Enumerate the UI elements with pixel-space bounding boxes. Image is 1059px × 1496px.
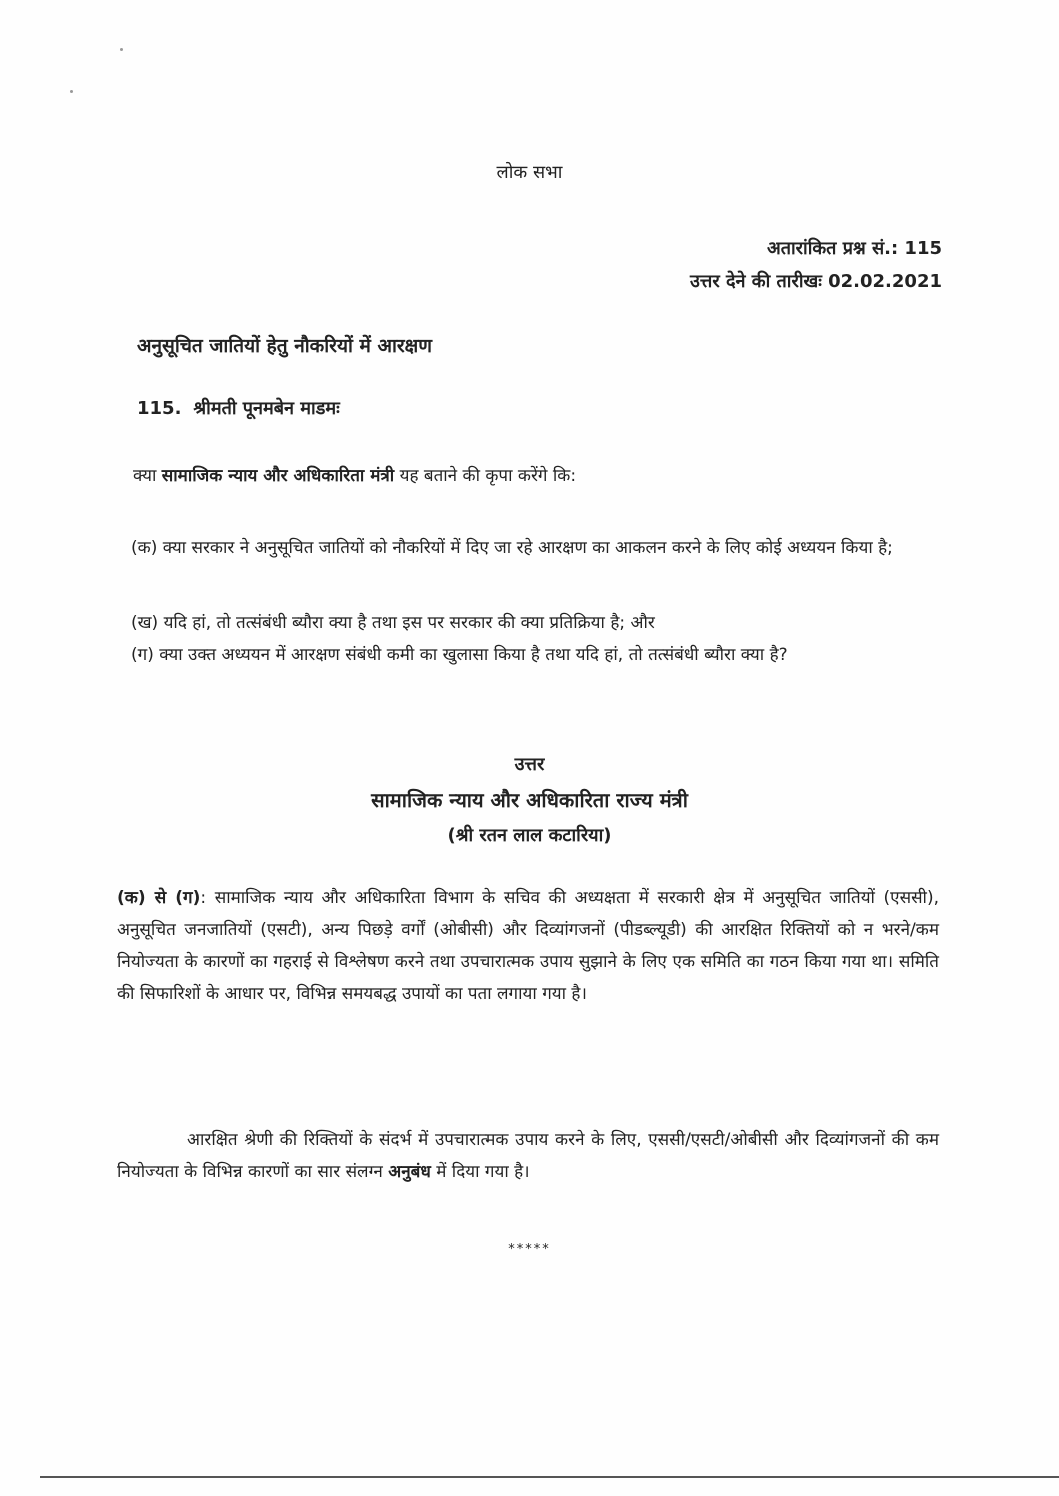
intro-suffix: यह बताने की कृपा करेंगे कि: bbox=[399, 466, 577, 486]
answer-date-label: उत्तर देने की तारीखः 02.02.2021 bbox=[690, 271, 942, 292]
member-name: श्रीमती पूनमबेन माडमः bbox=[193, 398, 340, 419]
intro-prefix: क्या bbox=[133, 466, 157, 486]
answer-paragraph-2-end: में दिया गया है। bbox=[436, 1162, 530, 1182]
answer-paragraph-2-text: आरक्षित श्रेणी की रिक्तियों के संदर्भ में उपचारात्मक उपाय करने के लिए, एससी/एसटी/ओबीसी और दिव्यांगजनों की कम नियोज्यता के विभिन्न कारणों का सार संलग्न bbox=[117, 1130, 939, 1182]
house-title: लोक सभा bbox=[496, 162, 563, 183]
scan-speck bbox=[120, 48, 123, 51]
answer-paragraph-1-text: : सामाजिक न्याय और अधिकारिता विभाग के सचिव की अध्यक्षता में सरकारी क्षेत्र में अनुसूचित जातियों (एससी), अनुसूचित जनजातियों (एसटी), अन्य पिछड़े वर्गों (ओबीसी) और दिव्यांगजनों (पीडब्ल्यूडी) की आरक्षित रिक्तियों को न भरने/कम नियोज्यता के कारणों का गहराई से विश्लेषण करने तथा उपचारात्मक उपाय सुझाने के लिए एक समिति का गठन किया गया था। समिति की सिफारिशों के आधार पर, विभिन्न समयबद्ध उपायों का पता लगाया गया है। bbox=[117, 888, 939, 1004]
answer-parts-label: (क) से (ग) bbox=[117, 888, 201, 908]
minister-designation: सामाजिक न्याय और अधिकारिता मंत्री bbox=[161, 466, 395, 486]
answering-minister-title: सामाजिक न्याय और अधिकारिता राज्य मंत्री bbox=[371, 788, 688, 812]
answering-minister-name: (श्री रतन लाल कटारिया) bbox=[447, 825, 612, 846]
annexure-reference: अनुबंध bbox=[388, 1162, 431, 1182]
question-part-ka: (क) क्या सरकार ने अनुसूचित जातियों को नौकरियों में दिए जा रहे आरक्षण का आकलन करने के लिए कोई अध्ययन किया है; bbox=[131, 538, 893, 558]
answer-paragraph-2 bbox=[117, 1124, 939, 1188]
end-marker: ***** bbox=[508, 1242, 551, 1257]
question-subject: अनुसूचित जातियों हेतु नौकरियों में आरक्षण bbox=[137, 335, 433, 357]
question-number-label: अतारांकित प्रश्न सं.: 115 bbox=[767, 238, 942, 259]
answer-paragraph-1 bbox=[117, 882, 939, 1010]
scan-bottom-edge bbox=[40, 1476, 1059, 1478]
answer-heading: उत्तर bbox=[514, 754, 545, 775]
scan-speck bbox=[70, 90, 73, 93]
question-intro bbox=[133, 463, 576, 486]
question-part-kha: (ख) यदि हां, तो तत्संबंधी ब्यौरा क्या है तथा इस पर सरकार की क्या प्रतिक्रिया है; और bbox=[131, 613, 655, 633]
question-serial: 115. bbox=[137, 398, 182, 419]
member-line bbox=[137, 396, 340, 420]
question-part-ga: (ग) क्या उक्त अध्ययन में आरक्षण संबंधी कमी का खुलासा किया है तथा यदि हां, तो तत्संबंधी ब्यौरा क्या है? bbox=[131, 645, 788, 665]
